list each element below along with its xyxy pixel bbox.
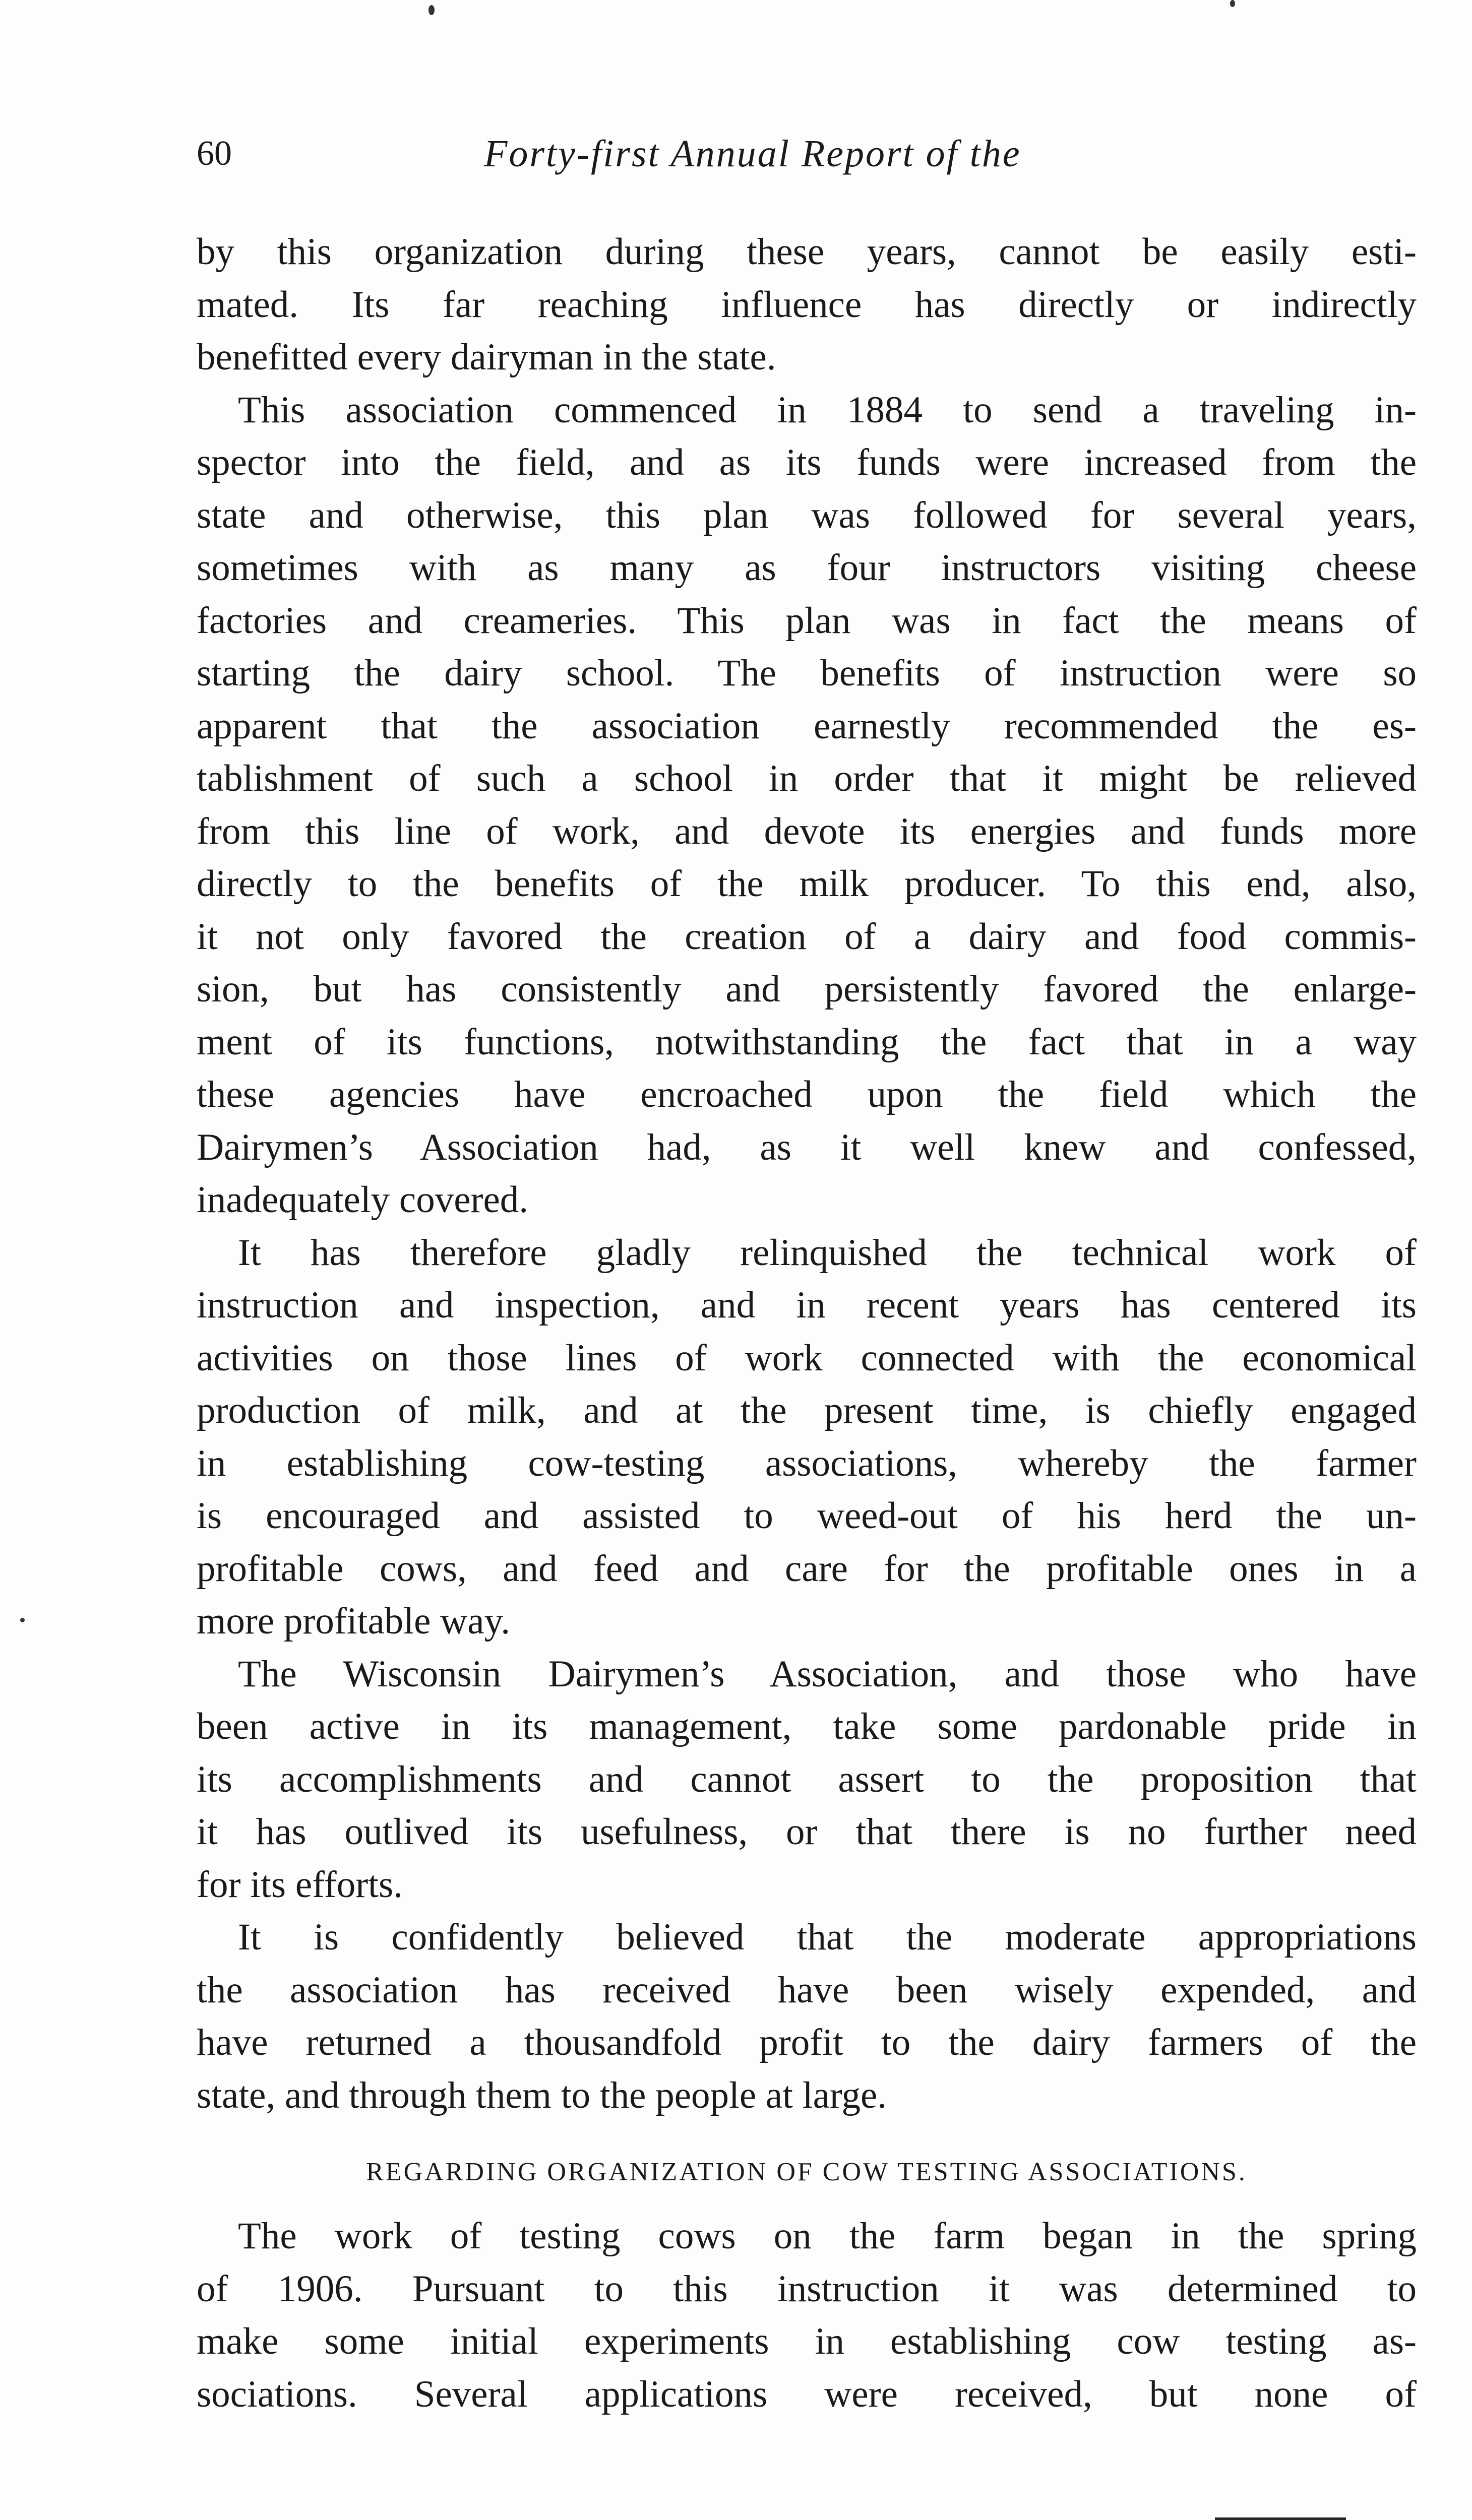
text-line: Dairymen’s Association had, as it well knew and confessed,	[197, 1126, 1417, 1168]
section-heading: REGARDING ORGANIZATION OF COW TESTING ASSOCIATIONS.	[366, 2158, 1247, 2186]
text-line: It has therefore gladly relinquished the technical work of	[238, 1231, 1417, 1274]
scan-speck	[20, 1618, 25, 1622]
text-line: the association has received have been wisely expended, and	[197, 1969, 1417, 2011]
text-line: apparent that the association earnestly recommended the es-	[197, 705, 1417, 747]
scan-speck	[428, 5, 435, 15]
text-line: benefitted every dairyman in the state.	[197, 336, 776, 378]
paragraph-2	[197, 384, 1417, 1227]
text-line: activities on those lines of work connected with the economical	[197, 1337, 1417, 1379]
text-line: instruction and inspection, and in recent years has centered its	[197, 1284, 1417, 1326]
text-line: its accomplishments and cannot assert to the proposition that	[197, 1758, 1417, 1800]
text-line: spector into the field, and as its funds were increased from the	[197, 442, 1417, 483]
page-number: 60	[197, 134, 232, 173]
text-line: tablishment of such a school in order that it might be relieved	[197, 758, 1417, 799]
text-line: factories and creameries. This plan was in fact the means of	[197, 599, 1417, 642]
text-line: for its efforts.	[197, 1863, 403, 1906]
text-line: of 1906. Pursuant to this instruction it was determined to	[197, 2267, 1417, 2310]
running-title: Forty-first Annual Report of the	[484, 133, 1021, 175]
text-line: by this organization during these years, cannot be easily esti-	[197, 231, 1417, 273]
text-line: it not only favored the creation of a dairy and food commis-	[197, 915, 1417, 958]
scan-speck	[1230, 0, 1235, 7]
text-line: is encouraged and assisted to weed-out of his herd the un-	[197, 1495, 1417, 1537]
section-paragraph	[197, 2210, 1417, 2421]
text-line: it has outlived its usefulness, or that there is no further need	[197, 1811, 1417, 1853]
text-line: sometimes with as many as four instructors visiting cheese	[197, 547, 1417, 589]
text-line: It is confidently believed that the moderate appropriations	[238, 1916, 1417, 1958]
text-line: have returned a thousandfold profit to the dairy farmers of the	[197, 2022, 1417, 2063]
text-line: The Wisconsin Dairymen’s Association, and those who have	[238, 1653, 1417, 1695]
paragraph-5	[197, 1911, 1417, 2122]
text-line: The work of testing cows on the farm began in the spring	[238, 2215, 1417, 2257]
text-line: This association commenced in 1884 to send a traveling in-	[238, 389, 1417, 431]
text-line: mated. Its far reaching influence has directly or indirectly	[197, 283, 1417, 326]
paragraph-4	[197, 1648, 1417, 1912]
body-text	[197, 226, 1417, 2122]
text-line: make some initial experiments in establishing cow testing as-	[197, 2320, 1417, 2362]
text-line: state and otherwise, this plan was followed for several years,	[197, 494, 1417, 536]
text-line: ment of its functions, notwithstanding the fact that in a way	[197, 1021, 1417, 1063]
text-line: directly to the benefits of the milk producer. To this end, also,	[197, 863, 1417, 905]
text-line: these agencies have encroached upon the field which the	[197, 1074, 1417, 1115]
section-body	[197, 2210, 1417, 2421]
text-line: sion, but has consistently and persistently favored the enlarge-	[197, 968, 1417, 1010]
text-line: in establishing cow-testing associations, whereby the farmer	[197, 1442, 1417, 1484]
text-line: from this line of work, and devote its energies and funds more	[197, 810, 1417, 852]
page-header	[197, 126, 1417, 181]
text-line: profitable cows, and feed and care for the profitable ones in a	[197, 1547, 1417, 1590]
paragraph-3	[197, 1227, 1417, 1648]
text-line: state, and through them to the people at large.	[197, 2074, 887, 2116]
text-line: more profitable way.	[197, 1600, 510, 1642]
text-line: sociations. Several applications were received, but none of	[197, 2373, 1417, 2415]
text-line: production of milk, and at the present time, is chiefly engaged	[197, 1390, 1417, 1431]
footer-rule	[1215, 2517, 1346, 2520]
text-line: starting the dairy school. The benefits of instruction were so	[197, 652, 1417, 694]
paragraph-1	[197, 226, 1417, 384]
text-line: been active in its management, take some pardonable pride in	[197, 1706, 1417, 1747]
text-line: inadequately covered.	[197, 1179, 529, 1221]
